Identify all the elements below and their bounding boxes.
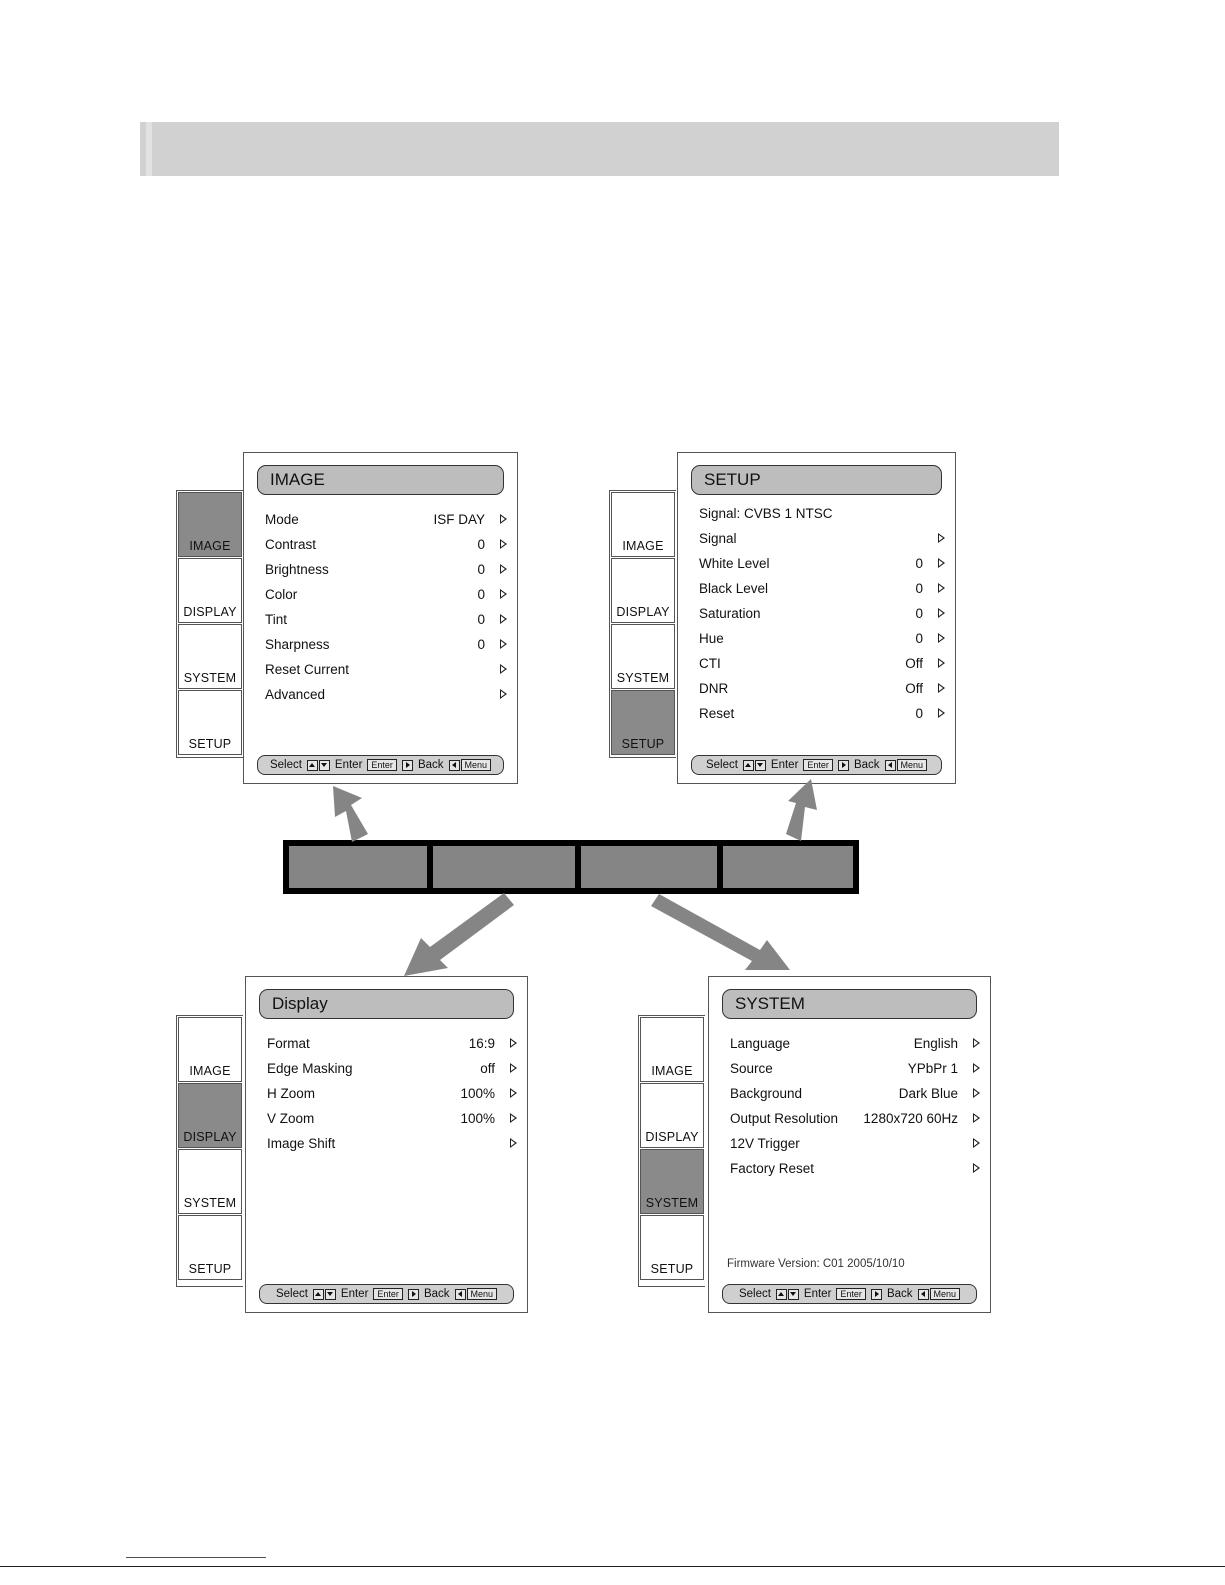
enter-key: Enter (836, 1288, 866, 1300)
menu-item-value: 0 (477, 562, 485, 577)
menu-item-value: 100% (460, 1111, 495, 1126)
select-hint: Select (269, 759, 302, 771)
menu-title: IMAGE (257, 465, 504, 495)
menu-item-label: Brightness (265, 562, 329, 577)
back-hint: Back (423, 1288, 450, 1300)
menu-item-value: 0 (477, 612, 485, 627)
menu-item-label: White Level (699, 556, 770, 571)
back-hint: Back (417, 759, 444, 771)
menu-item-value: English (913, 1036, 958, 1051)
select-hint: Select (275, 1288, 308, 1300)
enter-key: Enter (367, 759, 397, 771)
tab-image[interactable]: IMAGE (178, 1017, 242, 1082)
menu-item-value: Dark Blue (898, 1086, 958, 1101)
tab-image[interactable]: IMAGE (640, 1017, 704, 1082)
menu-item-label: Output Resolution (730, 1111, 839, 1126)
menu-item-value: Off (905, 681, 923, 696)
menu-item-label: Signal (699, 531, 737, 546)
menu-item-label: Contrast (265, 537, 317, 552)
tab-display[interactable]: DISPLAY (178, 558, 242, 623)
menu-item-label: V Zoom (267, 1111, 315, 1126)
menu-item-label: Advanced (265, 687, 326, 702)
menu-item-value: ISF DAY (433, 512, 485, 527)
menu-key: Menu (461, 759, 492, 771)
tab-setup[interactable]: SETUP (640, 1215, 704, 1280)
menu-item-label: Language (730, 1036, 791, 1051)
tab-display[interactable]: DISPLAY (178, 1083, 242, 1148)
select-hint: Select (705, 759, 738, 771)
menu-item-label: Factory Reset (730, 1161, 815, 1176)
firmware-version: Firmware Version: C01 2005/10/10 (727, 1258, 905, 1270)
tab-display[interactable]: DISPLAY (611, 558, 675, 623)
menu-item-value: 1280x720 60Hz (863, 1111, 958, 1126)
menu-title: Display (259, 989, 514, 1019)
enter-hint: Enter (803, 1288, 832, 1300)
menu-item-value: 0 (915, 631, 923, 646)
tab-setup[interactable]: SETUP (178, 1215, 242, 1280)
menu-item-label: Black Level (699, 581, 769, 596)
tab-system[interactable]: SYSTEM (178, 1149, 242, 1214)
menu-item-value: 0 (477, 587, 485, 602)
menu-item-label: Color (265, 587, 298, 602)
arrow-to-image-menu (333, 786, 368, 842)
menu-item-value: 100% (460, 1086, 495, 1101)
signal-info: Signal: CVBS 1 NTSC (699, 506, 833, 521)
menu-item-value: YPbPr 1 (907, 1061, 958, 1076)
enter-hint: Enter (770, 759, 799, 771)
enter-hint: Enter (340, 1288, 369, 1300)
menu-item-label: Format (267, 1036, 310, 1051)
menu-item-label: 12V Trigger (730, 1136, 800, 1151)
menu-key: Menu (897, 759, 928, 771)
arrow-to-setup-menu (786, 779, 817, 841)
menu-item-value: 0 (915, 606, 923, 621)
menu-item-label: Source (730, 1061, 773, 1076)
tab-system[interactable]: SYSTEM (640, 1149, 704, 1214)
menu-item-value: 0 (915, 556, 923, 571)
menu-item-label: Image Shift (267, 1136, 336, 1151)
tab-image[interactable]: IMAGE (611, 492, 675, 557)
back-hint: Back (886, 1288, 913, 1300)
footer-link-underline (126, 1557, 266, 1558)
menu-item-label: Mode (265, 512, 299, 527)
footer-rule (0, 1566, 1225, 1567)
menu-item-value: 0 (915, 706, 923, 721)
menu-title: SETUP (691, 465, 942, 495)
menu-item-value: 0 (477, 637, 485, 652)
menu-item-label: CTI (699, 656, 721, 671)
enter-hint: Enter (334, 759, 363, 771)
tab-display[interactable]: DISPLAY (640, 1083, 704, 1148)
tab-system[interactable]: SYSTEM (611, 624, 675, 689)
menu-item-label: Reset Current (265, 662, 350, 677)
tab-system[interactable]: SYSTEM (178, 624, 242, 689)
enter-key: Enter (373, 1288, 403, 1300)
tab-setup[interactable]: SETUP (178, 690, 242, 755)
menu-key: Menu (467, 1288, 498, 1300)
menu-item-label: H Zoom (267, 1086, 316, 1101)
menu-item-label: Saturation (699, 606, 761, 621)
arrow-to-system-menu (651, 894, 790, 970)
tab-image[interactable]: IMAGE (178, 492, 242, 557)
menu-item-label: Sharpness (265, 637, 330, 652)
menu-title: SYSTEM (722, 989, 977, 1019)
menu-item-value: 0 (477, 537, 485, 552)
menu-item-label: Tint (265, 612, 288, 627)
menu-item-label: Hue (699, 631, 724, 646)
menu-key: Menu (930, 1288, 961, 1300)
menu-item-label: Background (730, 1086, 803, 1101)
select-hint: Select (738, 1288, 771, 1300)
menu-item-label: Reset (699, 706, 735, 721)
menu-item-value: 16:9 (468, 1036, 495, 1051)
tab-setup[interactable]: SETUP (611, 690, 675, 755)
arrow-to-display-menu (404, 893, 514, 976)
menu-item-value: 0 (915, 581, 923, 596)
menu-item-label: DNR (699, 681, 729, 696)
back-hint: Back (853, 759, 880, 771)
menu-item-label: Edge Masking (267, 1061, 353, 1076)
menu-item-value: Off (905, 656, 923, 671)
menu-item-value: off (480, 1061, 495, 1076)
enter-key: Enter (803, 759, 833, 771)
